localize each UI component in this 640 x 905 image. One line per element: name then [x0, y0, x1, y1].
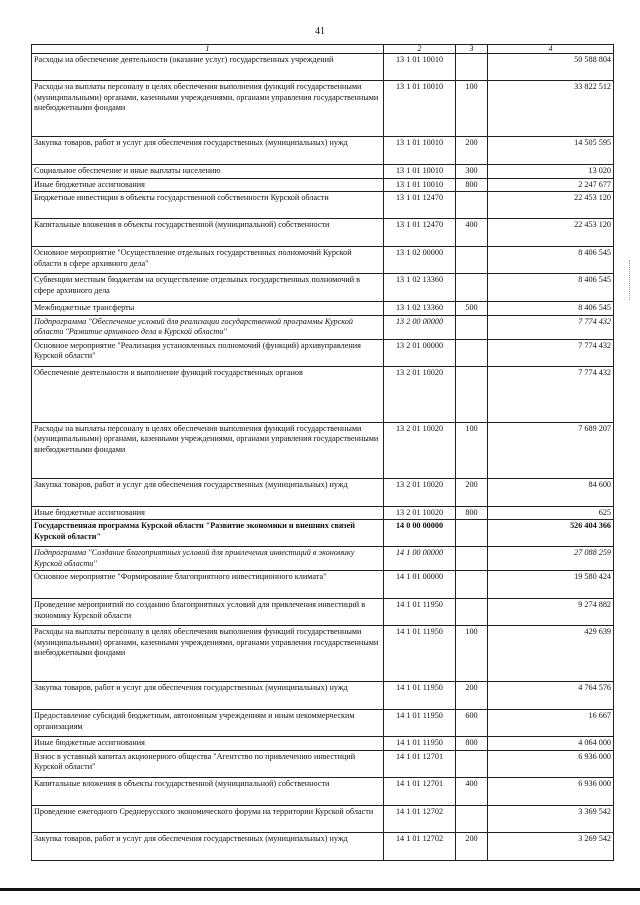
table-row	[32, 571, 614, 599]
page-number: 41	[315, 26, 325, 37]
row-vr-cell: 300	[456, 165, 488, 179]
row-code-cell: 13 2 01 10020	[384, 366, 456, 422]
row-sum-cell: 7 774 432	[488, 339, 614, 366]
row-sum-cell: 2 247 677	[488, 178, 614, 192]
row-sum-cell: 7 774 432	[488, 315, 614, 339]
row-code-cell: 14 1 00 00000	[384, 547, 456, 571]
row-sum-cell: 6 936 000	[488, 750, 614, 777]
row-name-cell: Иные бюджетные ассигнования	[32, 737, 384, 751]
row-name-cell: Закупка товаров, работ и услуг для обеспечения государственных (муниципальных) нужд	[32, 137, 384, 165]
row-sum-cell: 526 404 366	[488, 520, 614, 547]
row-vr-cell: 500	[456, 302, 488, 316]
row-code-cell: 13 1 01 10010	[384, 178, 456, 192]
row-vr-cell: 200	[456, 682, 488, 710]
row-code-cell: 14 0 00 00000	[384, 520, 456, 547]
table-row	[32, 178, 614, 192]
row-code-cell: 13 1 02 00000	[384, 247, 456, 274]
row-vr-cell: 200	[456, 137, 488, 165]
row-name-cell: Подпрограмма "Обеспечение условий для реализации государственной программы Курской области "Развитие архивного дела в Курской области"	[32, 315, 384, 339]
row-sum-cell: 3 369 542	[488, 805, 614, 832]
row-code-cell: 13 2 01 10020	[384, 422, 456, 478]
table-header-row	[32, 45, 614, 54]
row-name-cell: Основное мероприятие "Реализация установленных полномочий (функций) архивуправления Курской области"	[32, 339, 384, 366]
row-vr-cell: 600	[456, 710, 488, 737]
row-code-cell: 14 1 01 12701	[384, 777, 456, 805]
row-vr-cell: 200	[456, 478, 488, 506]
row-vr-cell: 800	[456, 178, 488, 192]
table-row	[32, 506, 614, 520]
row-code-cell: 13 2 00 00000	[384, 315, 456, 339]
row-name-cell: Расходы на выплаты персоналу в целях обеспечения выполнения функций государственными (муниципальными) органами, казенными учреждениями, органами управления государственными внебюджетными фондами	[32, 422, 384, 478]
row-code-cell: 13 2 01 10020	[384, 506, 456, 520]
row-vr-cell	[456, 750, 488, 777]
row-sum-cell: 8 406 545	[488, 274, 614, 302]
row-code-cell: 13 2 01 00000	[384, 339, 456, 366]
row-code-cell: 14 1 01 12702	[384, 832, 456, 860]
row-vr-cell	[456, 339, 488, 366]
row-name-cell: Капитальные вложения в объекты государственной (муниципальной) собственности	[32, 219, 384, 247]
budget-table	[31, 44, 614, 861]
header-col-2: 2	[384, 45, 456, 54]
header-col-4: 4	[488, 45, 614, 54]
row-code-cell: 14 1 01 11950	[384, 626, 456, 682]
row-sum-cell: 4 064 000	[488, 737, 614, 751]
row-name-cell: Основное мероприятие "Формирование благоприятного инвестиционного климата"	[32, 571, 384, 599]
row-sum-cell: 14 505 595	[488, 137, 614, 165]
row-code-cell: 13 1 02 13360	[384, 302, 456, 316]
row-sum-cell: 22 453 120	[488, 192, 614, 219]
row-code-cell: 13 1 02 13360	[384, 274, 456, 302]
row-vr-cell	[456, 274, 488, 302]
table-row	[32, 750, 614, 777]
row-vr-cell	[456, 547, 488, 571]
row-name-cell: Проведение мероприятий по созданию благоприятных условий для привлечения инвестиций в экономику Курской области	[32, 599, 384, 626]
row-code-cell: 13 2 01 10020	[384, 478, 456, 506]
table-row	[32, 219, 614, 247]
row-sum-cell: 16 667	[488, 710, 614, 737]
row-vr-cell	[456, 315, 488, 339]
row-vr-cell	[456, 247, 488, 274]
row-sum-cell: 8 406 545	[488, 247, 614, 274]
row-name-cell: Расходы на выплаты персоналу в целях обеспечения выполнения функций государственными (муниципальными) органами, казенными учреждениями, органами управления государственными внебюджетными фондами	[32, 626, 384, 682]
row-name-cell: Субвенции местным бюджетам на осуществление отдельных государственных полномочий в сфере архивного дела	[32, 274, 384, 302]
table-row	[32, 192, 614, 219]
row-vr-cell: 400	[456, 219, 488, 247]
row-sum-cell: 3 269 542	[488, 832, 614, 860]
row-vr-cell: 100	[456, 626, 488, 682]
row-vr-cell	[456, 571, 488, 599]
row-vr-cell: 100	[456, 422, 488, 478]
table-row	[32, 547, 614, 571]
row-code-cell: 14 1 01 11950	[384, 599, 456, 626]
row-name-cell: Межбюджетные трансферты	[32, 302, 384, 316]
row-name-cell: Капитальные вложения в объекты государственной (муниципальной) собственности	[32, 777, 384, 805]
row-name-cell: Подпрограмма "Создание благоприятных условий для привлечения инвестиций в экономику Курской области"	[32, 547, 384, 571]
row-code-cell: 14 1 01 12701	[384, 750, 456, 777]
row-sum-cell: 6 936 000	[488, 777, 614, 805]
margin-mark	[629, 260, 631, 300]
table-row	[32, 366, 614, 422]
row-name-cell: Взнос в уставный капитал акционерного общества "Агентство по привлечению инвестиций Курской области"	[32, 750, 384, 777]
row-name-cell: Иные бюджетные ассигнования	[32, 506, 384, 520]
table-row	[32, 777, 614, 805]
table-row	[32, 626, 614, 682]
table-row	[32, 599, 614, 626]
table-row	[32, 478, 614, 506]
row-code-cell: 13 1 01 10010	[384, 165, 456, 179]
row-sum-cell: 7 774 432	[488, 366, 614, 422]
row-name-cell: Основное мероприятие "Осуществление отдельных государственных полномочий Курской области в сфере архивного дела"	[32, 247, 384, 274]
row-sum-cell: 429 639	[488, 626, 614, 682]
row-vr-cell	[456, 54, 488, 81]
table-body	[32, 54, 614, 861]
row-sum-cell: 33 822 512	[488, 81, 614, 137]
table-row	[32, 682, 614, 710]
table-row	[32, 737, 614, 751]
row-code-cell: 13 1 01 10010	[384, 81, 456, 137]
table-row	[32, 315, 614, 339]
table-row	[32, 137, 614, 165]
row-name-cell: Закупка товаров, работ и услуг для обеспечения государственных (муниципальных) нужд	[32, 682, 384, 710]
row-vr-cell: 400	[456, 777, 488, 805]
table-row	[32, 274, 614, 302]
row-name-cell: Обеспечение деятельности и выполнение функций государственных органов	[32, 366, 384, 422]
row-name-cell: Бюджетные инвестиции в объекты государственной собственности Курской области	[32, 192, 384, 219]
table-row	[32, 302, 614, 316]
row-sum-cell: 8 406 545	[488, 302, 614, 316]
row-name-cell: Расходы на выплаты персоналу в целях обеспечения выполнения функций государственными (муниципальными) органами, казенными учреждениями, органами управления государственными внебюджетными фондами	[32, 81, 384, 137]
row-code-cell: 14 1 01 11950	[384, 737, 456, 751]
row-name-cell: Государственная программа Курской области "Развитие экономики и внешних связей Курской области"	[32, 520, 384, 547]
header-col-3: 3	[456, 45, 488, 54]
row-code-cell: 13 1 01 12470	[384, 219, 456, 247]
row-vr-cell: 800	[456, 506, 488, 520]
row-sum-cell: 7 689 207	[488, 422, 614, 478]
row-sum-cell: 4 764 576	[488, 682, 614, 710]
table-row	[32, 422, 614, 478]
row-code-cell: 14 1 01 12702	[384, 805, 456, 832]
table-row	[32, 710, 614, 737]
row-code-cell: 14 1 01 11950	[384, 682, 456, 710]
row-code-cell: 13 1 01 10010	[384, 137, 456, 165]
row-name-cell: Закупка товаров, работ и услуг для обеспечения государственных (муниципальных) нужд	[32, 832, 384, 860]
row-name-cell: Предоставление субсидий бюджетным, автономным учреждениям и иным некоммерческим организациям	[32, 710, 384, 737]
row-vr-cell: 100	[456, 81, 488, 137]
row-name-cell: Закупка товаров, работ и услуг для обеспечения государственных (муниципальных) нужд	[32, 478, 384, 506]
table-row	[32, 54, 614, 81]
row-vr-cell	[456, 805, 488, 832]
table-row	[32, 832, 614, 860]
table-row	[32, 81, 614, 137]
row-sum-cell: 84 600	[488, 478, 614, 506]
row-vr-cell	[456, 366, 488, 422]
row-code-cell: 14 1 01 00000	[384, 571, 456, 599]
row-sum-cell: 19 580 424	[488, 571, 614, 599]
row-sum-cell: 22 453 120	[488, 219, 614, 247]
row-sum-cell: 625	[488, 506, 614, 520]
row-name-cell: Иные бюджетные ассигнования	[32, 178, 384, 192]
row-name-cell: Социальное обеспечение и иные выплаты населению	[32, 165, 384, 179]
table-row	[32, 247, 614, 274]
page-bottom-rule	[0, 888, 640, 891]
table-row	[32, 165, 614, 179]
row-name-cell: Проведение ежегодного Среднерусского экономического форума на территории Курской области	[32, 805, 384, 832]
row-name-cell: Расходы на обеспечение деятельности (оказание услуг) государственных учреждений	[32, 54, 384, 81]
row-vr-cell	[456, 599, 488, 626]
row-sum-cell: 9 274 882	[488, 599, 614, 626]
row-vr-cell	[456, 520, 488, 547]
table-row	[32, 520, 614, 547]
header-col-1: 1	[32, 45, 384, 54]
row-vr-cell	[456, 192, 488, 219]
table-row	[32, 339, 614, 366]
row-code-cell: 13 1 01 12470	[384, 192, 456, 219]
row-sum-cell: 50 588 804	[488, 54, 614, 81]
row-vr-cell: 800	[456, 737, 488, 751]
row-code-cell: 14 1 01 11950	[384, 710, 456, 737]
row-sum-cell: 27 088 259	[488, 547, 614, 571]
row-code-cell: 13 1 01 10010	[384, 54, 456, 81]
row-sum-cell: 13 020	[488, 165, 614, 179]
row-vr-cell: 200	[456, 832, 488, 860]
table-row	[32, 805, 614, 832]
